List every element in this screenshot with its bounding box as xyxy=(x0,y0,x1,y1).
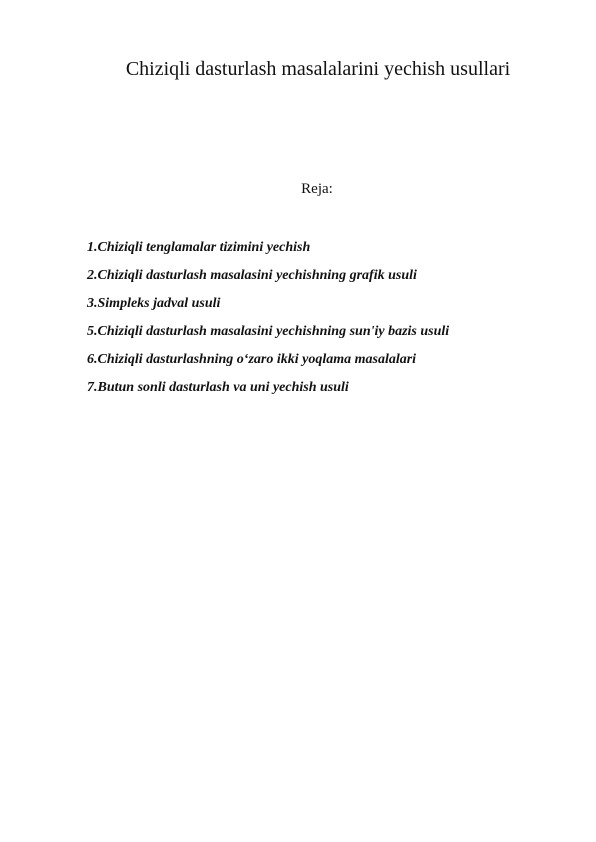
plan-item: 6.Chiziqli dasturlashning o‘zaro ikki yoqlama masalalari xyxy=(87,352,417,367)
plan-item: 3.Simpleks jadval usuli xyxy=(87,296,221,311)
plan-heading: Reja: xyxy=(301,181,333,197)
plan-item: 7.Butun sonli dasturlash va uni yechish usuli xyxy=(87,380,349,395)
plan-list xyxy=(87,234,449,402)
plan-item: 1.Chiziqli tenglamalar tizimini yechish xyxy=(87,240,311,255)
plan-item: 2.Chiziqli dasturlash masalasini yechishning grafik usuli xyxy=(87,268,417,283)
plan-item: 5.Chiziqli dasturlash masalasini yechishning sun'iy bazis usuli xyxy=(87,324,450,339)
document-title: Chiziqli dasturlash masalalarini yechish usullari xyxy=(125,58,511,80)
